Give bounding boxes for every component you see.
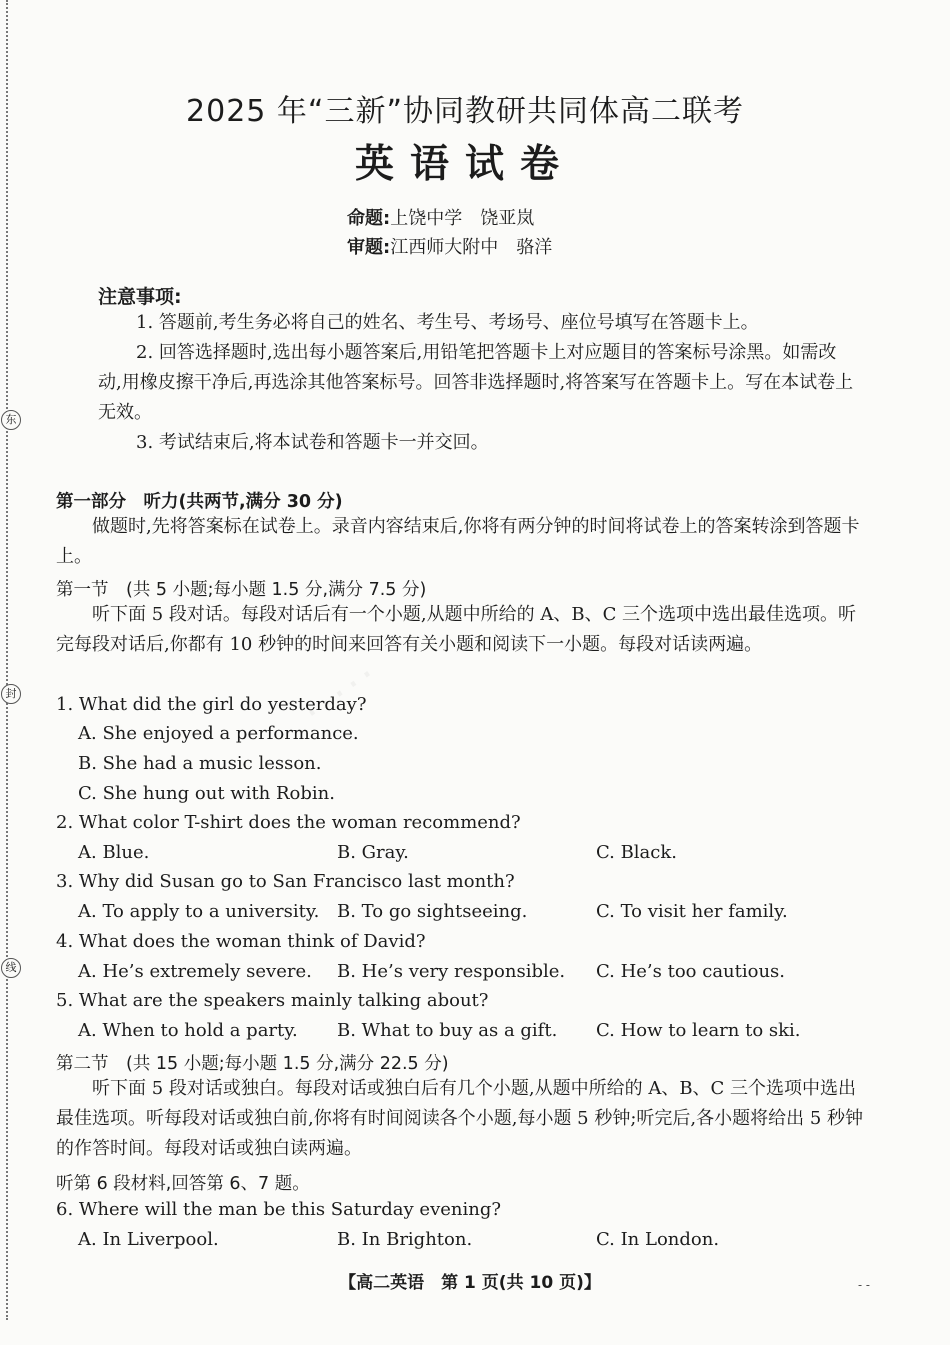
setter-label: 命题: (347, 208, 391, 229)
question-stem: 2. What color T-shirt does the woman recommend? (56, 812, 521, 833)
notice-item: 2. 回答选择题时,选出每小题答案后,用铅笔把答题卡上对应题目的答案标号涂黑。如需改动,用橡皮擦干净后,再选涂其他答案标号。回答非选择题时,将答案写在答题卡上。写在本试卷上无效。 (98, 342, 854, 423)
binding-char-seal: 封 (1, 684, 21, 704)
option-b: B. He’s very responsible. (337, 961, 566, 982)
binding-char-seal: 东 (1, 410, 21, 430)
option-b: B. In Brighton. (337, 1229, 473, 1250)
page-footer: 【高二英语 第 1 页(共 10 页)】 (339, 1273, 601, 1293)
section1-instruction: 听下面 5 段对话。每段对话后有一个小题,从题中所给的 A、B、C 三个选项中选出最佳选项。听完每段对话后,你都有 10 秒钟的时间来回答有关小题和阅读下一小题。每段对话读两遍。 (56, 604, 857, 655)
option-c: C. To visit her family. (596, 901, 788, 922)
notice-item: 1. 答题前,考生务必将自己的姓名、考生号、考场号、座位号填写在答题卡上。 (136, 312, 759, 333)
setter-line (347, 204, 534, 230)
part1-heading: 第一部分 听力(共两节,满分 30 分) (56, 492, 343, 512)
reviewer-label: 审题: (347, 237, 391, 258)
section2-heading: 第二节 (共 15 小题;每小题 1.5 分,满分 22.5 分) (56, 1054, 449, 1074)
reviewer-name: 江西师大附中 骆洋 (390, 237, 553, 258)
option-a: A. Blue. (78, 842, 150, 863)
option-c: C. She hung out with Robin. (78, 783, 335, 804)
section2-instruction: 听下面 5 段对话或独白。每段对话或独白后有几个小题,从题中所给的 A、B、C 三个选项中选出最佳选项。听每段对话或独白前,你将有时间阅读各个小题,每小题 5 秒钟;听完后,各小题将给出 5 秒钟的作答时间。每段对话或独白读两遍。 (56, 1078, 864, 1159)
option-c: C. He’s too cautious. (596, 961, 786, 982)
option-b: B. What to buy as a gift. (337, 1020, 558, 1041)
corner-mark: - - (858, 1278, 870, 1292)
material-note: 听第 6 段材料,回答第 6、7 题。 (56, 1174, 310, 1194)
option-a: A. He’s extremely severe. (78, 961, 312, 982)
option-b: B. To go sightseeing. (337, 901, 528, 922)
question-stem: 3. Why did Susan go to San Francisco last month? (56, 871, 515, 892)
option-c: C. Black. (596, 842, 677, 863)
notice-item: 3. 考试结束后,将本试卷和答题卡一并交回。 (136, 432, 489, 453)
setter-name: 上饶中学 饶亚岚 (390, 208, 535, 229)
exam-title: 2025 年“三新”协同教研共同体高二联考 (186, 94, 744, 129)
option-a: A. When to hold a party. (78, 1020, 298, 1041)
binding-char-line: 线 (1, 958, 21, 978)
question-stem: 4. What does the woman think of David? (56, 931, 426, 952)
option-b: B. Gray. (337, 842, 409, 863)
question-stem: 1. What did the girl do yesterday? (56, 694, 367, 715)
question-stem: 6. Where will the man be this Saturday evening? (56, 1199, 501, 1220)
option-b: B. She had a music lesson. (78, 753, 322, 774)
question-stem: 5. What are the speakers mainly talking about? (56, 990, 489, 1011)
option-a: A. In Liverpool. (78, 1229, 219, 1250)
option-a: A. She enjoyed a performance. (78, 723, 359, 744)
option-c: C. How to learn to ski. (596, 1020, 801, 1041)
exam-subtitle: 英语试卷 (354, 142, 575, 187)
option-c: C. In London. (596, 1229, 720, 1250)
reviewer-line (347, 233, 552, 259)
binding-dotted-line (6, 0, 8, 1320)
part1-instruction: 做题时,先将答案标在试卷上。录音内容结束后,你将有两分钟的时间将试卷上的答案转涂到答题卡上。 (56, 516, 860, 567)
option-a: A. To apply to a university. (78, 901, 320, 922)
notice-heading: 注意事项: (98, 286, 182, 308)
section1-heading: 第一节 (共 5 小题;每小题 1.5 分,满分 7.5 分) (56, 580, 427, 600)
